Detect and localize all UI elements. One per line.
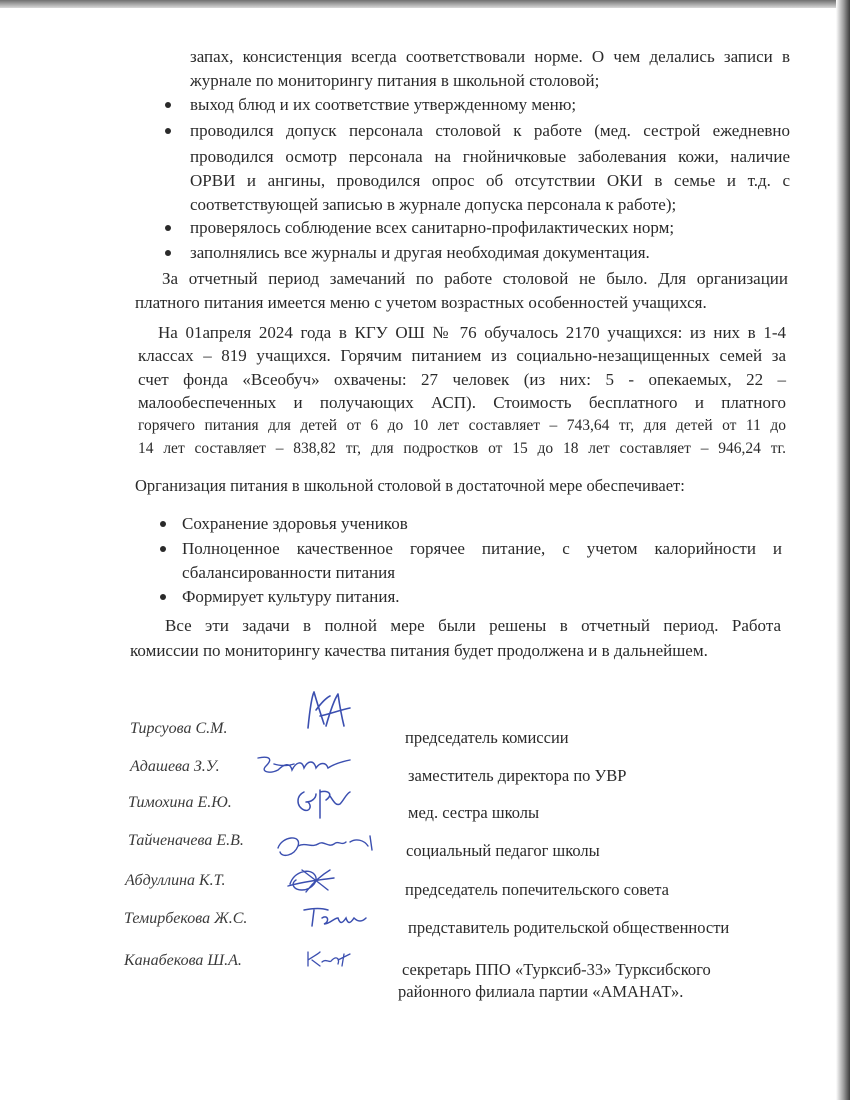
bullet-dot bbox=[160, 594, 166, 600]
bullet-item: Полноценное качественное горячее питание, с учетом калорийности и bbox=[182, 539, 782, 558]
paragraph-line: Все эти задачи в полной мере были решены в отчетный период. Работа bbox=[165, 616, 781, 635]
signatory-role: районного филиала партии «АМАНАТ». bbox=[398, 982, 684, 1001]
signatory-name: Тимохина Е.Ю. bbox=[128, 794, 232, 811]
bullet-dot bbox=[165, 128, 171, 134]
paragraph-line: малообеспеченных и получающих АСП). Стоимость бесплатного и платного bbox=[138, 393, 786, 412]
bullet-dot bbox=[165, 102, 171, 108]
signatory-name: Темирбекова Ж.С. bbox=[124, 910, 248, 927]
signatory-name: Тайченачева Е.В. bbox=[128, 832, 244, 849]
paragraph-line: комиссии по мониторингу качества питания будет продолжена и в дальнейшем. bbox=[130, 641, 708, 660]
paragraph-line: 14 лет составляет – 838,82 тг, для подростков от 15 до 18 лет составляет – 946,24 тг. bbox=[138, 440, 786, 457]
signatory-role: мед. сестра школы bbox=[408, 803, 540, 822]
signatory-role: представитель родительской общественности bbox=[408, 918, 730, 937]
signatory-role: председатель попечительского совета bbox=[405, 880, 669, 899]
handwritten-signature bbox=[290, 782, 360, 822]
scan-top-edge bbox=[0, 0, 850, 8]
handwritten-signature bbox=[272, 828, 378, 864]
bullet-dot bbox=[165, 225, 171, 231]
signatory-role: социальный педагог школы bbox=[406, 841, 600, 860]
signatory-name: Канабекова Ш.А. bbox=[124, 952, 242, 969]
bullet-item: проводился осмотр персонала на гнойничковые заболевания кожи, наличие bbox=[190, 147, 790, 166]
bullet-dot bbox=[160, 546, 166, 552]
bullet-item: Формирует культуру питания. bbox=[182, 587, 400, 606]
paragraph-line: Организация питания в школьной столовой в достаточной мере обеспечивает: bbox=[135, 476, 685, 495]
handwritten-signature bbox=[254, 752, 354, 780]
handwritten-signature bbox=[282, 862, 338, 898]
signatory-name: Адашева З.У. bbox=[130, 758, 220, 775]
paragraph-line: счет фонда «Всеобуч» охвачены: 27 человек (из них: 5 - опекаемых, 22 – bbox=[138, 370, 786, 389]
bullet-item: сбалансированности питания bbox=[182, 563, 396, 582]
paragraph-line: классах – 819 учащихся. Горячим питанием из социально-незащищенных семей за bbox=[138, 346, 786, 365]
bullet-item: Сохранение здоровья учеников bbox=[182, 514, 408, 533]
bullet-item: выход блюд и их соответствие утвержденному меню; bbox=[190, 95, 577, 114]
signatory-name: Абдуллина К.Т. bbox=[125, 872, 226, 889]
signatory-role: секретарь ППО «Турксиб-33» Турксибского bbox=[402, 960, 711, 979]
bullet-item: ОРВИ и ангины, проводился опрос об отсутствии ОКИ в семье и т.д. с bbox=[190, 171, 790, 190]
bullet-item: проводился допуск персонала столовой к работе (мед. сестрой ежедневно bbox=[190, 121, 790, 140]
signatory-role: председатель комиссии bbox=[405, 728, 569, 747]
paragraph-line: За отчетный период замечаний по работе столовой не было. Для организации bbox=[162, 269, 788, 288]
signatory-role: заместитель директора по УВР bbox=[408, 766, 627, 785]
handwritten-signature bbox=[300, 904, 370, 930]
paragraph-line: горячего питания для детей от 6 до 10 лет составляет – 743,64 тг, для детей от 11 до bbox=[138, 417, 786, 434]
handwritten-signature bbox=[296, 688, 356, 738]
bullet-item: проверялось соблюдение всех санитарно-профилактических норм; bbox=[190, 218, 675, 237]
bullet-item: заполнялись все журналы и другая необходимая документация. bbox=[190, 243, 650, 262]
paragraph-line: платного питания имеется меню с учетом возрастных особенностей учащихся. bbox=[135, 293, 707, 312]
handwritten-signature bbox=[302, 948, 354, 970]
signatory-name: Тирсуова С.М. bbox=[130, 720, 228, 737]
bullet-dot bbox=[160, 521, 166, 527]
bullet-item: соответствующей записью в журнале допуска персонала к работе); bbox=[190, 195, 677, 214]
text-line: журнале по мониторингу питания в школьной столовой; bbox=[190, 71, 600, 90]
scan-right-edge bbox=[836, 0, 850, 1100]
paragraph-line: На 01апреля 2024 года в КГУ ОШ № 76 обучалось 2170 учащихся: из них в 1-4 bbox=[158, 323, 786, 342]
text-line: запах, консистенция всегда соответствовали норме. О чем делались записи в bbox=[190, 47, 790, 66]
bullet-dot bbox=[165, 250, 171, 256]
